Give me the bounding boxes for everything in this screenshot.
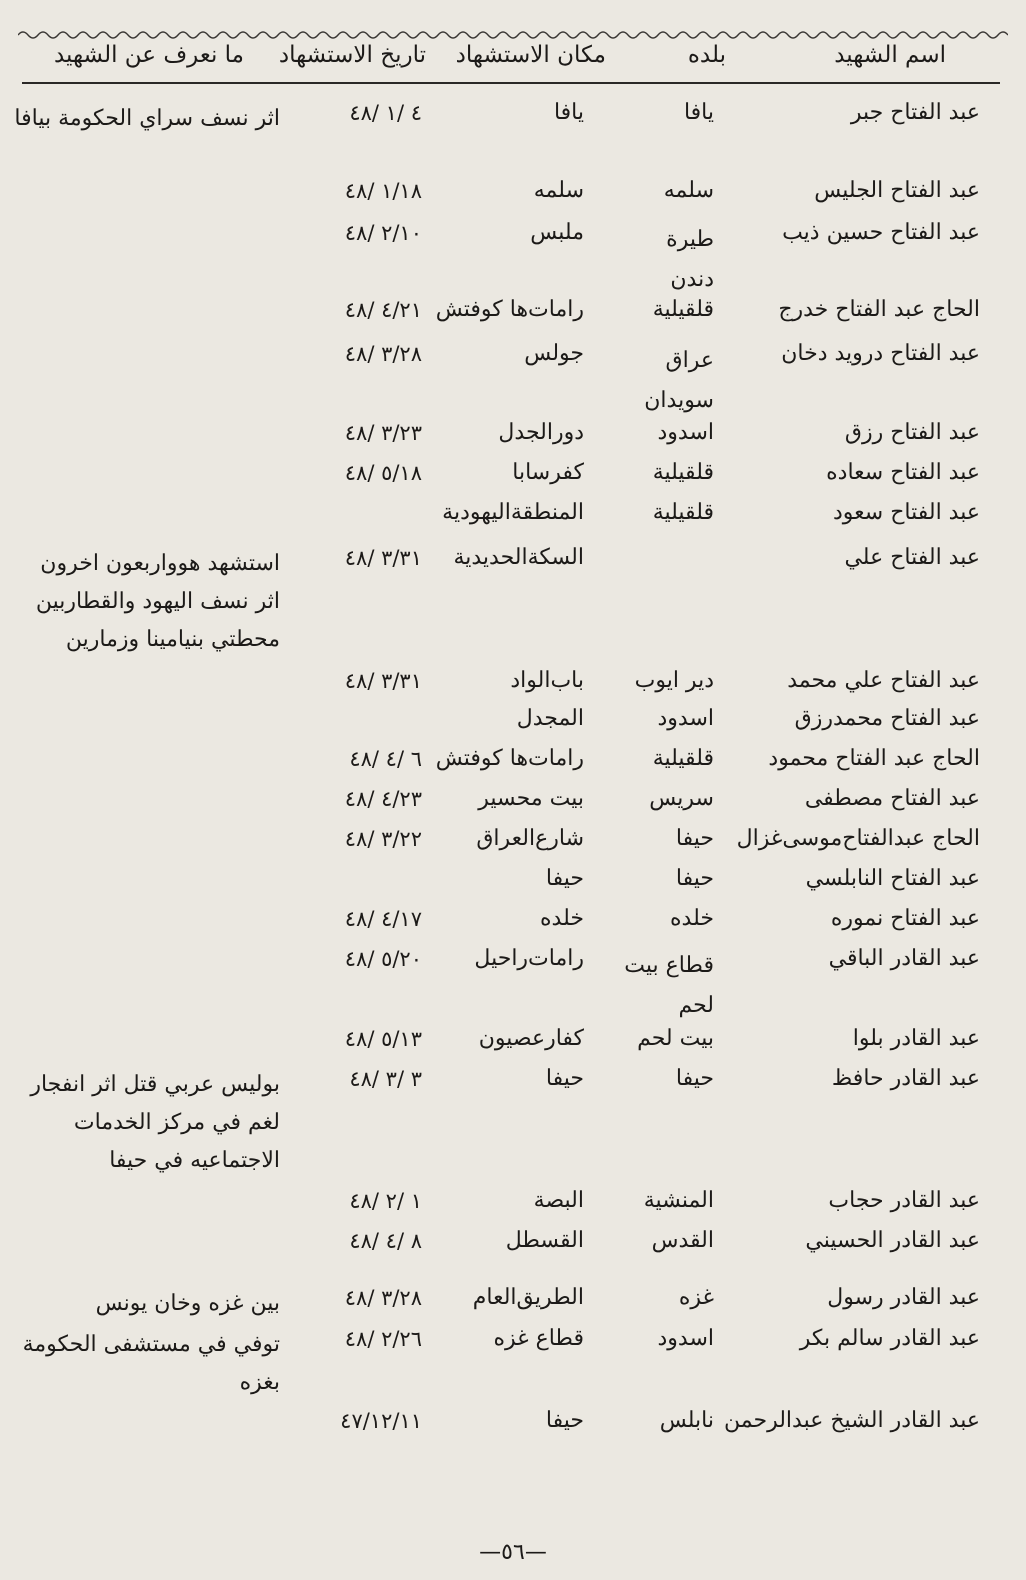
row-5-name: عبد الفتاح رزق (844, 420, 980, 445)
row-17-town: بيت لحم (637, 1026, 714, 1051)
row-18-town: حيفا (675, 1066, 714, 1091)
row-10-name: عبد الفتاح محمدرزق (794, 706, 980, 731)
row-15-name: عبد الفتاح نموره (830, 906, 980, 931)
row-19-name: عبد القادر حجاب (828, 1188, 980, 1213)
row-12-name: عبد الفتاح مصطفى (804, 786, 980, 811)
row-4-town: عراق سويدان (644, 348, 714, 413)
row-22-name: عبد القادر سالم بكر (799, 1326, 980, 1351)
row-21-town: غزه (678, 1285, 714, 1310)
row-18-place: حيفا (545, 1066, 584, 1091)
row-8-date: ٣/٣١ /٤٨ (344, 546, 422, 570)
row-3-name: الحاج عبد الفتاح خدرج (778, 297, 980, 322)
row-15-place: خلده (540, 906, 584, 931)
row-11-town: قلقيلية (652, 746, 714, 771)
row-16-name: عبد القادر الباقي (828, 946, 980, 971)
row-13-place: شارع‌العراق (476, 826, 584, 851)
row-10-place: المجدل (516, 706, 584, 731)
row-20-date: ٨ /٤ /٤٨ (349, 1229, 422, 1253)
row-1-town: سلمه (663, 178, 714, 203)
row-7-town: قلقيلية (652, 500, 714, 525)
row-22-note: توفي في مستشفى الحكومة بغزه (22, 1332, 280, 1395)
row-5-date: ٣/٢٣ /٤٨ (344, 421, 422, 445)
row-7-name: عبد الفتاح سعود (833, 500, 980, 525)
row-12-place: بيت محسير (478, 786, 584, 811)
row-11-date: ٦ /٤ /٤٨ (349, 747, 422, 771)
header-name: اسم الشهيد (834, 42, 946, 68)
row-19-place: البصة (533, 1188, 584, 1213)
row-12-date: ٤/٢٣ /٤٨ (344, 787, 422, 811)
row-3-town: قلقيلية (652, 297, 714, 322)
row-8-note: استشهد هوواربعون اخرون اثر نسف اليهود والقطاربين محطتي بنيامينا وزمارين (35, 551, 280, 652)
row-10-town: اسدود (657, 706, 714, 731)
row-18-note: بوليس عربي قتل اثر انفجار لغم في مركز الخدمات الاجتماعيه في حيفا (30, 1072, 280, 1173)
row-16-place: رامات‌راحيل (474, 946, 584, 971)
row-20-place: القسطل (505, 1228, 584, 1253)
row-13-town: حيفا (675, 826, 714, 851)
row-12-town: سريس (649, 786, 714, 811)
row-0-note: اثر نسف سراي الحكومة بيافا (14, 106, 280, 131)
row-6-date: ٥/١٨ /٤٨ (344, 461, 422, 485)
row-2-place: ملبس (530, 220, 584, 245)
header-note: ما نعرف عن الشهيد (53, 42, 244, 68)
row-5-place: دورالجدل (498, 420, 584, 445)
row-6-town: قلقيلية (652, 460, 714, 485)
row-17-date: ٥/١٣ /٤٨ (344, 1027, 422, 1051)
row-8-place: السكةالحديدية (453, 545, 584, 570)
header-date: تاريخ الاستشهاد (278, 42, 426, 68)
row-13-name: الحاج عبدالفتاح‌موسى‌غزال (736, 826, 980, 851)
row-19-town: المنشية (643, 1188, 714, 1213)
header-place: مكان الاستشهاد (455, 42, 606, 68)
row-18-name: عبد القادر حافظ (831, 1066, 980, 1091)
row-6-name: عبد الفتاح سعاده (826, 460, 980, 485)
row-3-date: ٤/٢١ /٤٨ (344, 298, 422, 322)
row-9-date: ٣/٣١ /٤٨ (344, 669, 422, 693)
row-22-place: قطاع غزه (493, 1326, 584, 1351)
row-2-date: ٢/١٠ /٤٨ (344, 221, 422, 245)
row-9-name: عبد الفتاح علي محمد (787, 668, 980, 693)
row-2-name: عبد الفتاح حسين ذيب (782, 220, 980, 245)
row-1-date: ١/١٨ /٤٨ (344, 179, 422, 203)
row-21-note: بين غزه وخان يونس (95, 1291, 280, 1316)
row-0-date: ٤ /١ /٤٨ (349, 101, 422, 125)
row-21-place: الطريق‌العام (472, 1285, 584, 1310)
row-22-date: ٢/٢٦ /٤٨ (344, 1327, 422, 1351)
page-number: —٥٦— (479, 1540, 547, 1565)
row-21-date: ٣/٢٨ /٤٨ (344, 1286, 422, 1310)
row-1-place: سلمه (533, 178, 584, 203)
row-23-place: حيفا (545, 1408, 584, 1433)
row-4-date: ٣/٢٨ /٤٨ (344, 342, 422, 366)
row-4-name: عبد الفتاح درويد دخان (781, 341, 980, 366)
row-14-place: حيفا (545, 866, 584, 891)
row-7-place: المنطقةاليهودية (442, 500, 584, 525)
row-0-name: عبد الفتاح جبر (850, 100, 980, 125)
row-11-place: رامات‌ها كوفتش (435, 746, 584, 771)
row-23-town: نابلس (659, 1408, 714, 1433)
row-2-town: طيرة دندن (666, 227, 714, 292)
row-16-date: ٥/٢٠ /٤٨ (344, 947, 422, 971)
row-15-date: ٤/١٧ /٤٨ (344, 907, 422, 931)
row-6-place: كفرسابا (512, 460, 584, 485)
row-3-place: رامات‌ها كوفتش (435, 297, 584, 322)
row-15-town: خلده (670, 906, 714, 931)
row-13-date: ٣/٢٢ /٤٨ (344, 827, 422, 851)
row-11-name: الحاج عبد الفتاح محمود (768, 746, 980, 771)
row-20-name: عبد القادر الحسيني (805, 1228, 980, 1253)
row-18-date: ٣ /٣ /٤٨ (349, 1067, 422, 1091)
row-4-place: جولس (524, 341, 584, 366)
row-22-town: اسدود (657, 1326, 714, 1351)
row-8-name: عبد الفتاح علي (844, 545, 980, 570)
row-21-name: عبد القادر رسول (827, 1285, 980, 1310)
row-14-town: حيفا (675, 866, 714, 891)
row-23-name: عبد القادر الشيخ عبدالرحمن (724, 1408, 980, 1433)
row-23-date: ٤٧/١٢/١١ (340, 1409, 422, 1433)
row-5-town: اسدود (657, 420, 714, 445)
row-20-town: القدس (651, 1228, 714, 1253)
row-1-name: عبد الفتاح الجليس (814, 178, 980, 203)
row-9-place: باب‌الواد (510, 668, 584, 693)
header-town: بلده (687, 42, 726, 68)
row-0-place: يافا (553, 100, 584, 125)
row-19-date: ١ /٢ /٤٨ (349, 1189, 422, 1213)
row-0-town: يافا (683, 100, 714, 125)
row-9-town: دير ايوب (634, 668, 714, 693)
row-16-town: قطاع بيت لحم (624, 953, 714, 1018)
row-17-place: كفارعصيون (478, 1026, 584, 1051)
row-17-name: عبد القادر بلوا (852, 1026, 980, 1051)
row-14-name: عبد الفتاح النابلسي (805, 866, 980, 891)
